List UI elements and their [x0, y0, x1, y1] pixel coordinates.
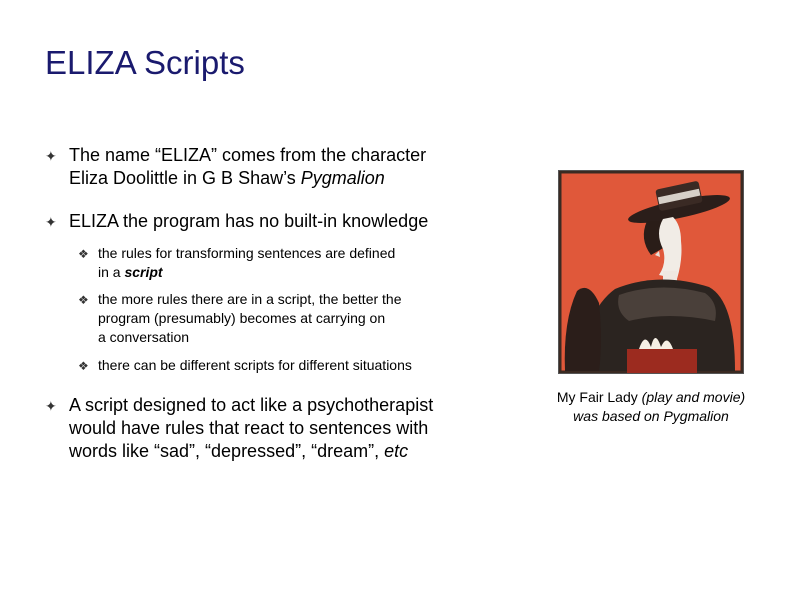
pygmalion-italic-text: Pygmalion — [300, 168, 385, 188]
bullet-no-knowledge — [45, 210, 515, 233]
subbullet-text — [98, 290, 478, 347]
subbullet-line — [98, 263, 478, 282]
script-bold-italic-text: script — [124, 264, 163, 280]
bullet-line — [69, 167, 515, 190]
subbullet-line: the rules for transforming sentences are defined — [98, 245, 396, 261]
bullet-eliza-name-origin — [45, 144, 515, 190]
caption-text: My Fair Lady — [556, 389, 642, 405]
diamond-bullet-icon: ❖ — [78, 247, 89, 261]
slide-title: ELIZA Scripts — [45, 44, 245, 81]
portrait-caption — [556, 388, 746, 426]
bullet-text-span: words like “sad”, “depressed”, “dream”, — [69, 441, 385, 461]
caption-italic-text: (play and movie) was based on Pygmalion — [573, 389, 746, 424]
bullet-line: would have rules that react to sentences with — [69, 418, 429, 438]
subbullet-line: a conversation — [98, 329, 190, 345]
etc-italic-text: etc — [384, 441, 409, 461]
bullet-line: A script designed to act like a psychotherapist — [69, 395, 434, 415]
diamond-bullet-icon: ❖ — [78, 293, 89, 307]
bullet-text — [69, 394, 515, 463]
bullet-line: The name “ELIZA” comes from the character — [69, 145, 427, 165]
cross-bullet-icon: ✦ — [45, 148, 57, 164]
diamond-bullet-icon: ❖ — [78, 359, 89, 373]
portrait-illustration — [559, 171, 743, 373]
subbullet-line: the more rules there are in a script, the better the — [98, 291, 402, 307]
subbullet-line: program (presumably) becomes at carrying on — [98, 310, 386, 326]
bullet-text — [69, 144, 515, 190]
cross-bullet-icon: ✦ — [45, 398, 57, 414]
subbullet-more-rules — [78, 290, 478, 347]
bullet-line — [69, 440, 515, 463]
cross-bullet-icon: ✦ — [45, 214, 57, 230]
subbullet-text: there can be different scripts for different situations — [98, 357, 412, 373]
eliza-doolittle-portrait — [558, 170, 744, 374]
subbullet-rules-defined — [78, 244, 478, 282]
subbullet-text — [98, 244, 478, 282]
bullet-text-span: Eliza Doolittle in G B Shaw’s — [69, 168, 301, 188]
subbullet-text-span: in a — [98, 264, 125, 280]
subbullet-different-scripts — [78, 356, 478, 375]
bullet-text: ELIZA the program has no built-in knowledge — [69, 211, 429, 231]
bullet-psychotherapist-script — [45, 394, 515, 463]
